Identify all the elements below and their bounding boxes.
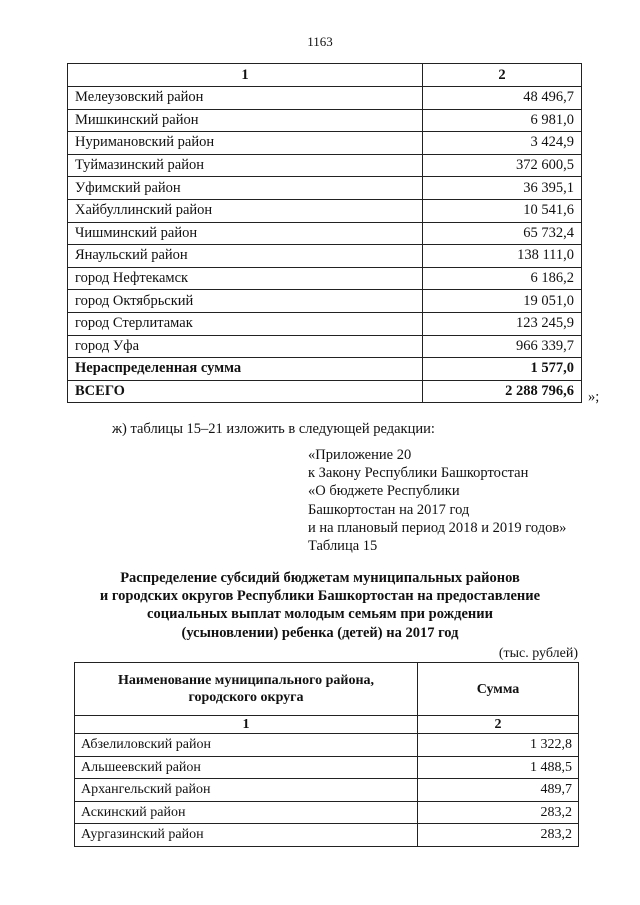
row-sum: 372 600,5 [423,154,582,177]
appendix-line: «Приложение 20 [308,447,412,463]
table-row [75,756,579,779]
row-name: Чишминский район [68,222,423,245]
total-sum: 2 288 796,6 [423,380,582,403]
table-row [75,779,579,802]
title-line: Распределение субсидий бюджетам муниципальных районов [120,570,520,586]
table-row [68,154,582,177]
header-line: Наименование муниципального района, [117,673,375,688]
appendix-line: «О бюджете Республики [308,483,460,500]
undistributed-label: Нераспределенная сумма [68,358,423,381]
table-row [68,222,582,245]
row-name: Уфимский район [68,177,423,200]
closing-quote: »; [588,389,600,405]
row-name: Альшеевский район [75,756,418,779]
row-name: Аскинский район [75,801,418,824]
row-name: Нуримановский район [68,132,423,155]
row-sum: 36 395,1 [423,177,582,200]
row-sum: 138 111,0 [423,245,582,268]
row-name: Хайбуллинский район [68,199,423,222]
row-name: Аургазинский район [75,824,418,847]
row-name: Архангельский район [75,779,418,802]
total-label: ВСЕГО [68,380,423,403]
table-header-row [75,663,579,716]
table-row [68,245,582,268]
row-sum: 48 496,7 [423,87,582,110]
row-name: город Уфа [68,335,423,358]
header-line: городского округа [188,690,304,705]
appendix-line: и на плановый период 2018 и 2019 годов» [308,519,567,536]
column-number-1: 1 [75,716,418,734]
allocation-table-continued [67,63,582,403]
row-name: Мишкинский район [68,109,423,132]
appendix-line: к Закону Республики Башкортостан [308,465,529,482]
row-sum: 3 424,9 [423,132,582,155]
undistributed-sum: 1 577,0 [423,358,582,381]
row-name: Туймазинский район [68,154,423,177]
subsidy-table [74,662,579,847]
table-row [68,109,582,132]
row-sum: 6 981,0 [423,109,582,132]
table-row [68,335,582,358]
table-row [68,199,582,222]
table-row [68,87,582,110]
table-row [75,801,579,824]
undistributed-row [68,358,582,381]
row-sum: 283,2 [418,801,579,824]
table-title [70,569,570,642]
row-sum: 489,7 [418,779,579,802]
table-row [68,312,582,335]
column-numbers-row [75,716,579,734]
units-label: (тыс. рублей) [498,646,578,661]
row-sum: 65 732,4 [423,222,582,245]
title-line: социальных выплат молодым семьям при рождении [147,606,493,623]
row-sum: 966 339,7 [423,335,582,358]
row-sum: 19 051,0 [423,290,582,313]
column-number-2: 2 [423,64,582,87]
table-row [68,132,582,155]
table-row [75,824,579,847]
title-line: (усыновлении) ребенка (детей) на 2017 год [181,624,459,641]
table-header-row [68,64,582,87]
row-sum: 10 541,6 [423,199,582,222]
row-name: город Стерлитамак [68,312,423,335]
table-row [68,290,582,313]
row-sum: 1 322,8 [418,734,579,757]
row-name: Янаульский район [68,245,423,268]
column-number-1: 1 [68,64,423,87]
appendix-line: Башкортостан на 2017 год [308,501,470,518]
page-number: 1163 [307,34,333,49]
row-name: город Октябрьский [68,290,423,313]
row-sum: 123 245,9 [423,312,582,335]
amendment-instruction: ж) таблицы 15–21 изложить в следующей редакции: [112,421,435,437]
table-row [75,734,579,757]
row-name: Мелеузовский район [68,87,423,110]
title-line: и городских округов Республики Башкортостан на предоставление [99,588,541,605]
row-sum: 283,2 [418,824,579,847]
column-header-name [75,663,418,716]
row-name: Абзелиловский район [75,734,418,757]
row-name: город Нефтекамск [68,267,423,290]
column-header-sum: Сумма [418,663,579,716]
appendix-heading [308,446,566,555]
table-row [68,177,582,200]
column-number-2: 2 [418,716,579,734]
row-sum: 6 186,2 [423,267,582,290]
table-number: Таблица 15 [308,538,378,555]
table-row [68,267,582,290]
total-row [68,380,582,403]
row-sum: 1 488,5 [418,756,579,779]
